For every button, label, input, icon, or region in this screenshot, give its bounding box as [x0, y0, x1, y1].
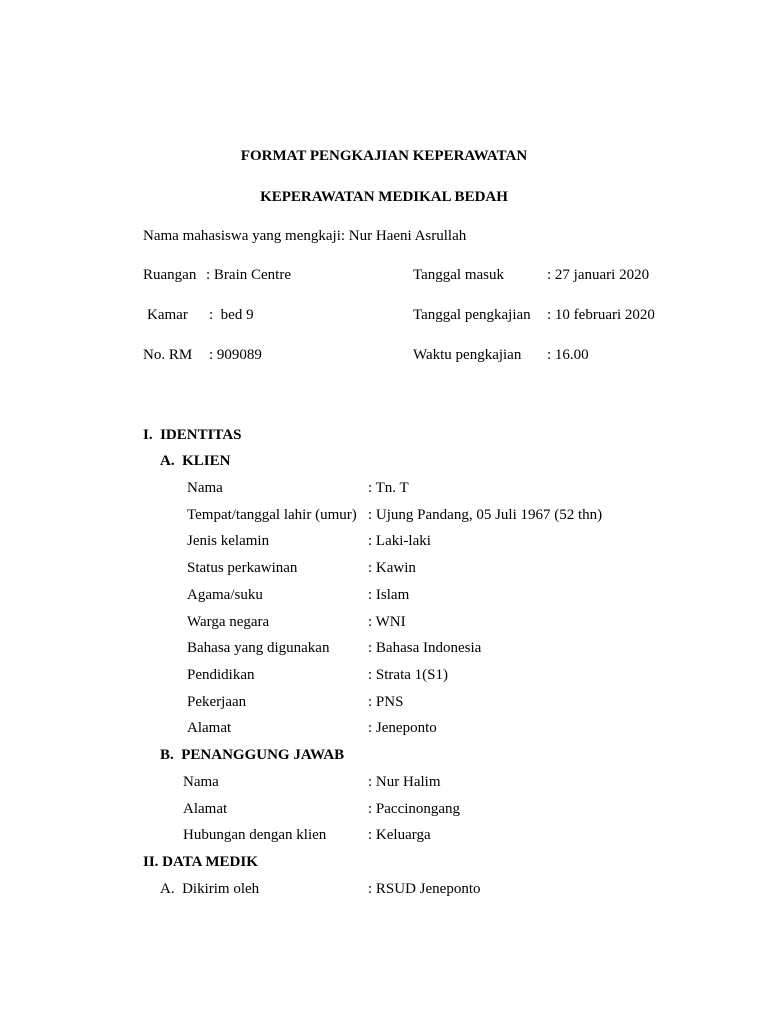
field-value: : Islam	[368, 586, 410, 603]
field-label: Pekerjaan	[187, 693, 247, 710]
field-label: Bahasa yang digunakan	[187, 640, 330, 657]
ruangan-value: : Brain Centre	[206, 267, 291, 283]
field-label: Status perkawinan	[187, 560, 298, 577]
penanggung-jawab-heading: B. PENANGGUNG JAWAB	[160, 747, 345, 763]
field-value: : Tn. T	[368, 480, 409, 496]
field-value: : WNI	[368, 613, 406, 630]
field-label: Nama	[183, 774, 219, 790]
field-label: Warga negara	[187, 613, 270, 630]
field-label: Nama	[187, 480, 223, 496]
field-value: : Kawin	[368, 560, 416, 577]
field-value: : Paccinongang	[368, 800, 461, 817]
kamar-label: Kamar	[147, 307, 188, 323]
tanggal-masuk-label: Tanggal masuk	[413, 267, 505, 283]
no-rm-label: No. RM	[143, 347, 193, 363]
field-value: : Keluarga	[368, 827, 431, 844]
field-label: A. Dikirim oleh	[160, 881, 260, 897]
field-label: Pendidikan	[187, 666, 255, 683]
field-label: Jenis kelamin	[187, 533, 270, 550]
no-rm-value: : 909089	[209, 347, 262, 363]
field-value: : Laki-laki	[368, 533, 431, 550]
field-label: Hubungan dengan klien	[183, 827, 327, 844]
tanggal-pengkajian-value: : 10 februari 2020	[547, 307, 655, 323]
document-subtitle: KEPERAWATAN MEDIKAL BEDAH	[260, 189, 508, 205]
field-label: Alamat	[187, 720, 232, 737]
document-title: FORMAT PENGKAJIAN KEPERAWATAN	[240, 148, 528, 164]
tanggal-pengkajian-label: Tanggal pengkajian	[413, 307, 531, 323]
ruangan-label: Ruangan	[143, 267, 197, 283]
tanggal-masuk-value: : 27 januari 2020	[547, 267, 650, 283]
field-value: : Jeneponto	[368, 720, 437, 737]
field-value: : RSUD Jeneponto	[368, 881, 481, 897]
waktu-pengkajian-label: Waktu pengkajian	[413, 347, 522, 363]
field-value: : Bahasa Indonesia	[368, 640, 482, 657]
section-identitas-heading: I. IDENTITAS	[143, 427, 242, 443]
field-value: : Strata 1(S1)	[368, 666, 448, 683]
field-label: Agama/suku	[187, 586, 263, 603]
kamar-value: : bed 9	[209, 307, 254, 323]
section-data-medik-heading: II. DATA MEDIK	[143, 854, 258, 870]
student-name: Nur Haeni Asrullah	[348, 228, 467, 244]
waktu-pengkajian-value: : 16.00	[547, 347, 589, 363]
field-label: Alamat	[183, 800, 228, 817]
field-value: : Ujung Pandang, 05 Juli 1967 (52 thn)	[368, 506, 603, 523]
student-label: Nama mahasiswa yang mengkaji:	[143, 228, 349, 244]
student-line	[143, 227, 466, 245]
field-value: : Nur Halim	[368, 774, 441, 790]
field-value: : PNS	[368, 693, 404, 710]
field-label: Tempat/tanggal lahir (umur)	[187, 506, 357, 523]
klien-heading: A. KLIEN	[160, 453, 231, 469]
